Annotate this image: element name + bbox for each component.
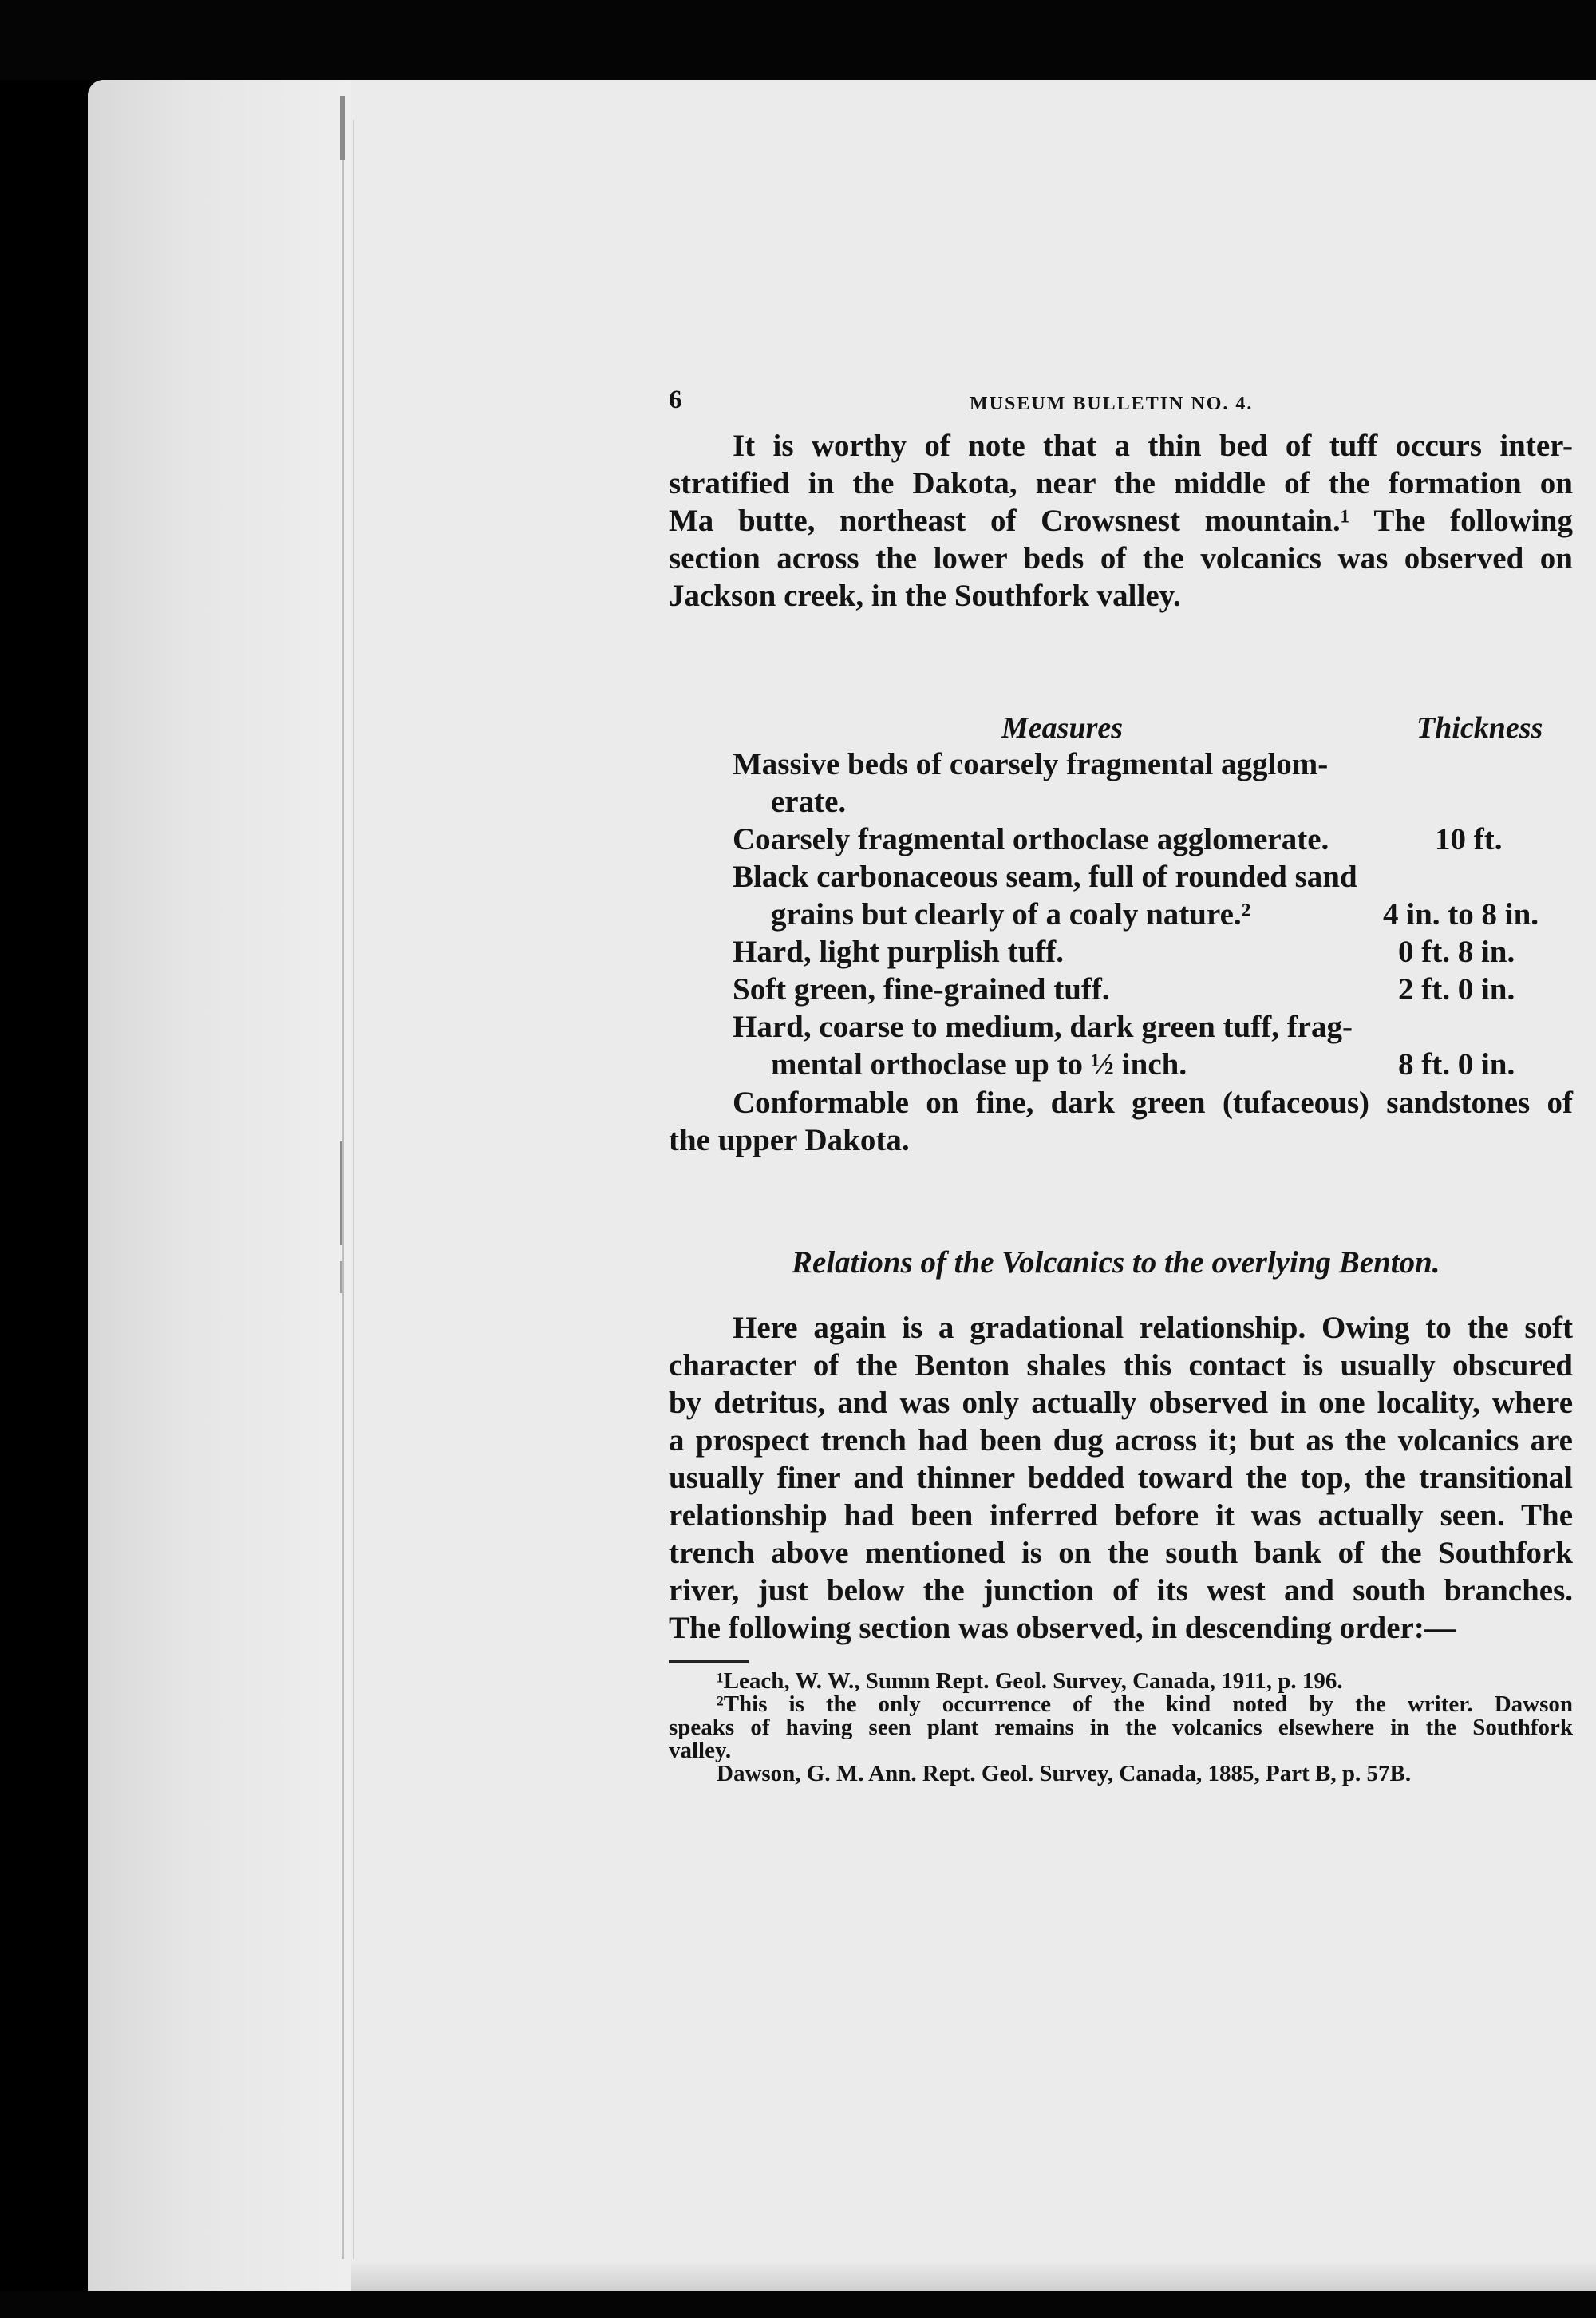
- text-line: by detritus, and was only actually observed in one locality, where: [669, 1386, 1573, 1420]
- measure-row-thickness: 8 ft. 0 in.: [1398, 1047, 1515, 1082]
- measure-row-thickness: 10 ft.: [1435, 822, 1503, 856]
- footnotes: [669, 1670, 1573, 1786]
- measure-row-thickness: 0 ft. 8 in.: [1398, 935, 1515, 969]
- text-line: section across the lower beds of the volcanics was observed on: [669, 541, 1573, 576]
- page-gutter: [88, 80, 351, 2291]
- text-line: Here again is a gradational relationship. Owing to the soft: [733, 1311, 1573, 1345]
- footnote-line: speaks of having seen plant remains in the volcanics elsewhere in the Southfork: [669, 1715, 1573, 1740]
- scan-border-top: [0, 0, 1596, 80]
- gutter-mark: [340, 1261, 342, 1293]
- measure-row-text: Hard, coarse to medium, dark green tuff, frag-: [733, 1010, 1353, 1044]
- measure-row-text: mental orthoclase up to ½ inch.: [771, 1047, 1187, 1082]
- running-header: MUSEUM BULLETIN NO. 4.: [970, 394, 1254, 414]
- page-number: 6: [669, 386, 682, 414]
- section-subheading: Relations of the Volcanics to the overlying Benton.: [792, 1245, 1440, 1280]
- measure-row-text: grains but clearly of a coaly nature.²: [771, 897, 1251, 932]
- text-line: relationship had been inferred before it was actually seen. The: [669, 1498, 1573, 1533]
- measure-row-thickness: 2 ft. 0 in.: [1398, 972, 1515, 1007]
- measure-row-text: Coarsely fragmental orthoclase agglomerate.: [733, 822, 1329, 856]
- gutter-fold-line-inner: [353, 120, 354, 2259]
- gutter-mark: [340, 96, 345, 160]
- paragraph-benton: [669, 1309, 1573, 1647]
- footnote-line: ²This is the only occurrence of the kind noted by the writer. Dawson: [717, 1691, 1573, 1717]
- footnote-line: valley.: [669, 1738, 732, 1763]
- measure-row-text: erate.: [771, 785, 847, 819]
- column-header-measures: Measures: [1001, 711, 1124, 745]
- measure-row-text: Massive beds of coarsely fragmental agglom-: [733, 747, 1329, 781]
- text-line: The following section was observed, in descending order:—: [669, 1611, 1456, 1645]
- text-line: trench above mentioned is on the south bank of the Southfork: [669, 1536, 1573, 1570]
- text-line: Jackson creek, in the Southfork valley.: [669, 579, 1181, 613]
- conformable-note: [669, 1084, 1573, 1159]
- book-page: [88, 80, 1596, 2291]
- text-line: Conformable on fine, dark green (tufaceous) sandstones of: [733, 1086, 1573, 1120]
- text-line: It is worthy of note that a thin bed of tuff occurs inter-: [733, 429, 1573, 463]
- footnote-line: Dawson, G. M. Ann. Rept. Geol. Survey, Canada, 1885, Part B, p. 57B.: [717, 1761, 1412, 1786]
- measure-row-text: Soft green, fine-grained tuff.: [733, 972, 1110, 1007]
- text-line: character of the Benton shales this contact is usually obscured: [669, 1348, 1573, 1382]
- page-bottom-shadow: [351, 2263, 1596, 2291]
- footnote-line: ¹Leach, W. W., Summ Rept. Geol. Survey, Canada, 1911, p. 196.: [717, 1668, 1343, 1694]
- measure-row-text: Black carbonaceous seam, full of rounded sand: [733, 860, 1357, 894]
- paragraph-intro: [669, 427, 1573, 615]
- measure-row-thickness: 4 in. to 8 in.: [1383, 897, 1539, 932]
- text-line: usually finer and thinner bedded toward the top, the transitional: [669, 1461, 1573, 1495]
- measure-row-text: Hard, light purplish tuff.: [733, 935, 1065, 969]
- footnote-rule: [669, 1660, 749, 1663]
- text-line: Ma butte, northeast of Crowsnest mountain.¹ The following: [669, 504, 1573, 538]
- text-line: a prospect trench had been dug across it; but as the volcanics are: [669, 1423, 1573, 1458]
- gutter-mark: [340, 1141, 342, 1245]
- text-line: river, just below the junction of its west and south branches.: [669, 1573, 1573, 1608]
- text-line: stratified in the Dakota, near the middle of the formation on: [669, 466, 1573, 500]
- column-header-thickness: Thickness: [1416, 711, 1543, 745]
- scan-border-bottom: [0, 2291, 1596, 2318]
- text-line: the upper Dakota.: [669, 1123, 910, 1157]
